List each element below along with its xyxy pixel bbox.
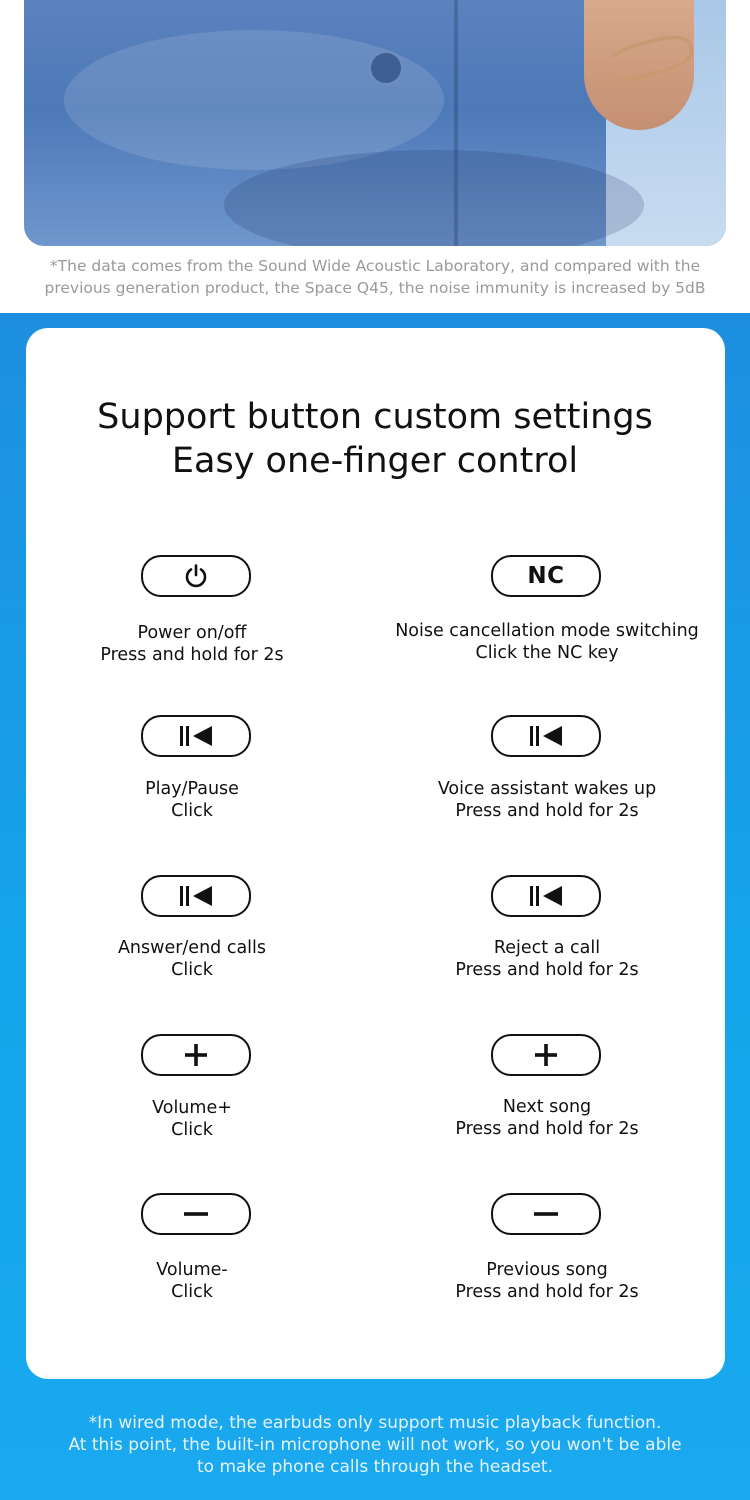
function-label: Previous song bbox=[486, 1260, 608, 1280]
action-label: Press and hold for 2s bbox=[455, 1282, 639, 1302]
caption-next-song bbox=[367, 1096, 727, 1140]
action-label: Press and hold for 2s bbox=[455, 960, 639, 980]
title-line-2: Easy one-finger control bbox=[171, 441, 579, 481]
voice-assistant-key bbox=[491, 715, 601, 757]
caption-answer-call bbox=[12, 937, 372, 981]
action-label: Click bbox=[171, 1120, 213, 1140]
photo-seam bbox=[454, 0, 458, 246]
caption-voice-assistant bbox=[367, 778, 727, 822]
play-pause-icon bbox=[528, 884, 564, 908]
wired-mode-footnote bbox=[0, 1412, 750, 1478]
caption-volume-up bbox=[12, 1097, 372, 1141]
action-label: Click the NC key bbox=[475, 643, 619, 663]
nc-label: NC bbox=[527, 563, 565, 589]
nc-key bbox=[491, 555, 601, 597]
title-line-1: Support button custom settings bbox=[97, 397, 653, 437]
caption-reject-call bbox=[367, 937, 727, 981]
caption-nc bbox=[367, 620, 727, 664]
action-label: Press and hold for 2s bbox=[455, 801, 639, 821]
caption-volume-down bbox=[12, 1259, 372, 1303]
plus-icon bbox=[183, 1042, 209, 1068]
footnote-line: At this point, the built-in microphone will not work, so you won't be able bbox=[68, 1435, 682, 1455]
product-photo-denim bbox=[24, 0, 726, 246]
card-title bbox=[0, 395, 750, 483]
footnote-line: *In wired mode, the earbuds only support music playback function. bbox=[88, 1413, 662, 1433]
power-icon bbox=[183, 563, 209, 589]
action-label: Click bbox=[171, 801, 213, 821]
reject-call-key bbox=[491, 875, 601, 917]
play-pause-key bbox=[141, 715, 251, 757]
play-pause-icon bbox=[178, 884, 214, 908]
plus-icon bbox=[533, 1042, 559, 1068]
function-label: Reject a call bbox=[493, 938, 601, 958]
function-label: Answer/end calls bbox=[117, 938, 267, 958]
function-label: Volume- bbox=[156, 1260, 228, 1280]
footnote-line: *The data comes from the Sound Wide Acoustic Laboratory, and compared with the bbox=[49, 257, 701, 275]
caption-previous-song bbox=[367, 1259, 727, 1303]
footnote-line: previous generation product, the Space Q45, the noise immunity is increased by 5dB bbox=[44, 279, 706, 297]
volume-up-key bbox=[141, 1034, 251, 1076]
caption-power bbox=[12, 622, 372, 666]
previous-song-key bbox=[491, 1193, 601, 1235]
action-label: Click bbox=[171, 960, 213, 980]
controls-card bbox=[26, 328, 725, 1379]
function-label: Voice assistant wakes up bbox=[437, 779, 657, 799]
next-song-key bbox=[491, 1034, 601, 1076]
action-label: Press and hold for 2s bbox=[455, 1119, 639, 1139]
footnote-line: to make phone calls through the headset. bbox=[197, 1457, 553, 1477]
function-label: Volume+ bbox=[152, 1098, 232, 1118]
play-pause-icon bbox=[528, 724, 564, 748]
answer-call-key bbox=[141, 875, 251, 917]
function-label: Play/Pause bbox=[145, 779, 239, 799]
minus-icon bbox=[532, 1201, 560, 1227]
play-pause-icon bbox=[178, 724, 214, 748]
function-label: Power on/off bbox=[137, 623, 247, 643]
lab-data-footnote bbox=[0, 255, 750, 299]
function-label: Noise cancellation mode switching bbox=[395, 621, 699, 641]
power-key bbox=[141, 555, 251, 597]
function-label: Next song bbox=[502, 1097, 592, 1117]
volume-down-key bbox=[141, 1193, 251, 1235]
jacket-button bbox=[368, 50, 404, 86]
action-label: Click bbox=[171, 1282, 213, 1302]
minus-icon bbox=[182, 1201, 210, 1227]
action-label: Press and hold for 2s bbox=[100, 645, 284, 665]
caption-play-pause bbox=[12, 778, 372, 822]
